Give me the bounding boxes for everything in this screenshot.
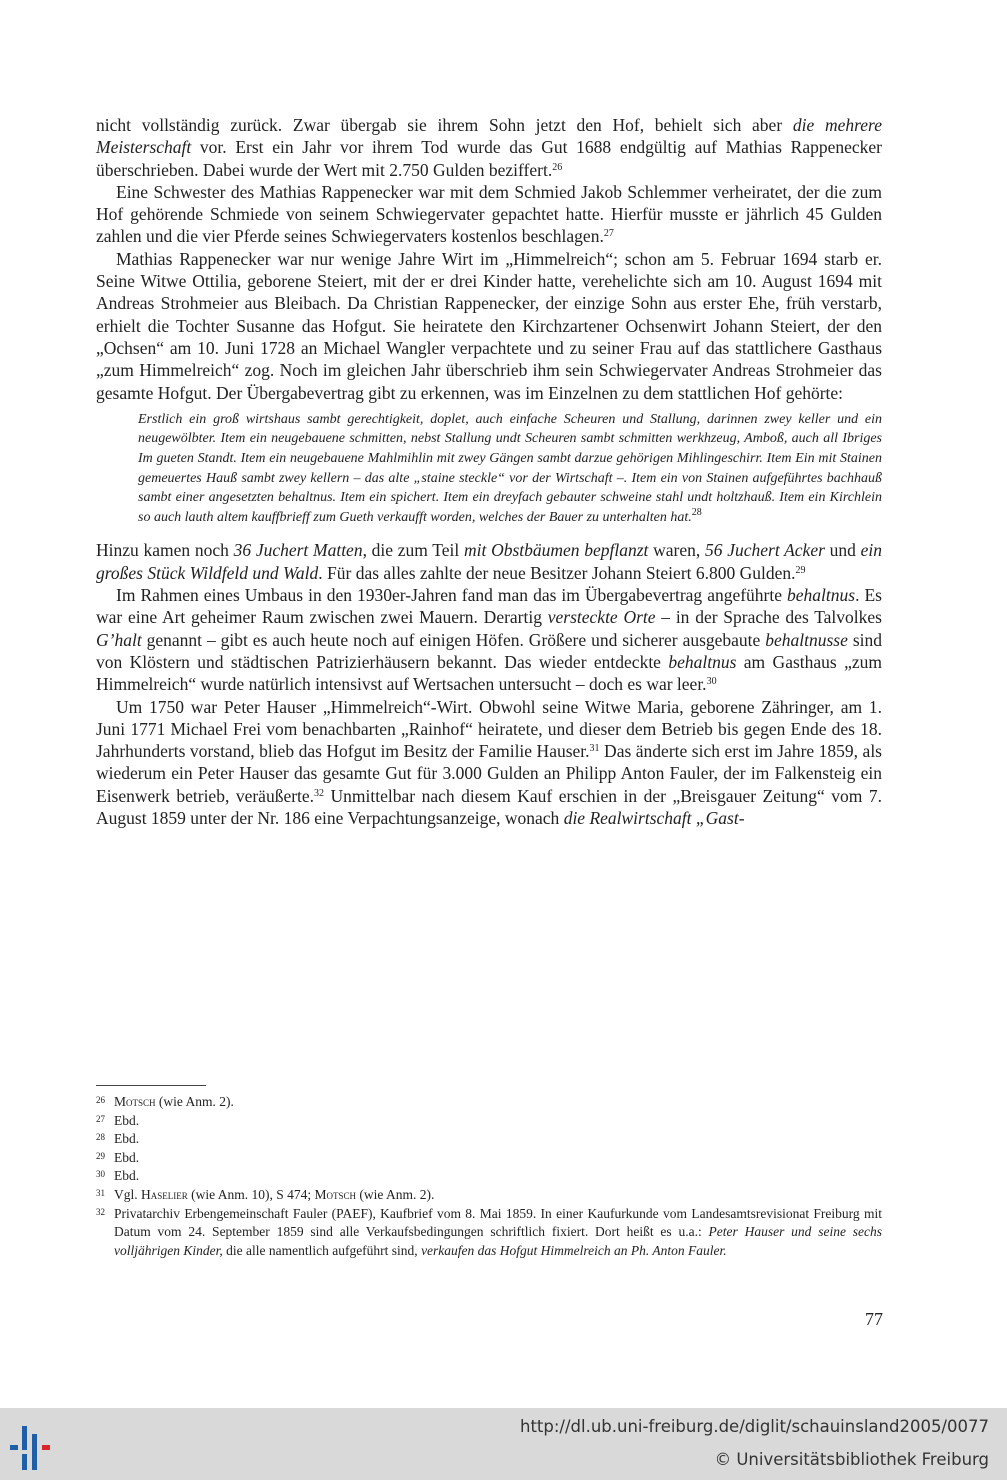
text-run: Das änderte sich erst im Jahre 1859, als wiederum ein Peter Hauser das gesamte Gut für 3.000 Gulden an Philipp Anton Fauler, der im Falkensteig ein Eisenwerk betrieb, veräußerte. xyxy=(96,741,882,806)
italic-run: behaltnus xyxy=(668,651,737,672)
footnote-text xyxy=(114,1093,882,1112)
italic-run: 36 Juchert Matten xyxy=(233,540,363,561)
page-number: 77 xyxy=(865,1309,883,1329)
text-run: und xyxy=(824,540,861,561)
author-name: Motsch xyxy=(314,1186,357,1202)
paragraph-5 xyxy=(96,584,882,695)
footnotes xyxy=(96,1093,882,1260)
text-run: (wie Anm. 2). xyxy=(155,1094,234,1109)
italic-run: behaltnusse xyxy=(765,629,848,650)
footnote-ref[interactable]: 30 xyxy=(706,676,717,688)
italic-run: Peter Hauser und seine sechs volljährigen Kinder, xyxy=(114,1224,882,1258)
footer-bar xyxy=(0,1408,1007,1480)
italic-run: die mehrere Meisterschaft xyxy=(96,115,882,158)
text-run: . Für das alles zahlte der neue Besitzer Johann Steiert 6.800 Gulden. xyxy=(318,562,796,583)
footnote-text: Ebd. xyxy=(114,1149,140,1165)
footnote-26 xyxy=(96,1093,882,1112)
footnote-ref[interactable]: 32 xyxy=(314,787,325,799)
text-run: (wie Anm. 10), S 474; xyxy=(187,1186,315,1202)
footnote-ref[interactable]: 26 xyxy=(552,161,563,173)
paragraph-3 xyxy=(96,248,882,404)
document-url-link[interactable]: http://dl.ub.uni-freiburg.de/diglit/schauinsland2005/0077 xyxy=(519,1417,989,1436)
text-run: waren, xyxy=(648,540,705,561)
italic-run: behaltnus xyxy=(787,585,856,606)
footnote-divider xyxy=(96,1085,206,1086)
italic-run: G’halt xyxy=(96,629,142,650)
block-quote xyxy=(138,410,882,528)
paragraph-6 xyxy=(96,696,882,830)
footnote-31 xyxy=(96,1186,882,1205)
text-run: am Gasthaus „zum Himmelreich“ wurde natürlich intensivst auf Wertsachen untersucht – doch es war leer. xyxy=(96,651,882,695)
text-run: sind von Klöstern und städtischen Patrizierhäusern bekannt. Das wieder entdeckte xyxy=(96,629,882,672)
italic-run: verkaufen das Hofgut Himmelreich an Ph. Anton Fauler. xyxy=(421,1242,727,1258)
paragraph-2 xyxy=(96,181,882,248)
footnote-ref[interactable]: 29 xyxy=(795,564,806,576)
author-name: Motsch xyxy=(114,1094,156,1109)
italic-run: die Realwirtschaft „Gast- xyxy=(563,807,745,828)
footnote-29 xyxy=(96,1149,882,1168)
paragraph-1 xyxy=(96,114,882,181)
footnote-number: 29 xyxy=(96,1150,105,1161)
footnote-ref[interactable]: 31 xyxy=(589,743,600,755)
footnote-27 xyxy=(96,1112,882,1131)
footnote-ref[interactable]: 27 xyxy=(603,228,614,240)
paragraph-4 xyxy=(96,539,882,584)
main-text xyxy=(96,114,882,829)
text-run: . Es war eine Art geheimer Raum zwischen zwei Mauern. Derartig xyxy=(96,585,882,628)
text-run: Privatarchiv Erbengemeinschaft Fauler (PAEF), Kaufbrief vom 8. Mai 1859. In einer Kaufurkunde vom Landesamtsrevisionat Freiburg mit Datum vom 24. September 1859 sind alle Verkaufsbedingungen schriftlich fixiert. Dort heißt es u.a.: xyxy=(114,1205,882,1240)
footnote-number: 30 xyxy=(96,1169,105,1180)
author-name: Haselier xyxy=(141,1186,188,1202)
footnote-number: 26 xyxy=(96,1095,105,1105)
text-run: , die zum Teil xyxy=(362,540,464,561)
text-run: Unmittelbar nach diesem Kauf erschien in der „Breisgauer Zeitung“ vom 7. August 1859 unter der Nr. 186 eine Verpachtungsanzeige, wonach xyxy=(96,785,882,828)
ub-freiburg-logo-icon[interactable] xyxy=(6,1418,66,1472)
footnote-text: Ebd. xyxy=(114,1112,140,1128)
text-run: Hinzu kamen noch xyxy=(96,540,234,561)
italic-run: versteckte Orte xyxy=(547,607,656,628)
copyright-notice: © Universitätsbibliothek Freiburg xyxy=(714,1450,989,1469)
text-run: vor. Erst ein Jahr vor ihrem Tod wurde das Gut 1688 endgültig auf Mathias Rappenecker überschrieben. Dabei wurde der Wert mit 2.750 Gulden beziffert. xyxy=(96,137,882,180)
text-run: Vgl. xyxy=(114,1186,141,1202)
text-run: nicht vollständig zurück. Zwar übergab sie ihrem Sohn jetzt den Hof, behielt sich aber xyxy=(96,115,793,135)
footnote-text xyxy=(114,1186,882,1205)
footnote-32 xyxy=(96,1205,882,1261)
text-run: (wie Anm. 2). xyxy=(356,1186,435,1202)
footnote-text: Ebd. xyxy=(114,1131,140,1147)
footnote-ref[interactable]: 28 xyxy=(691,506,702,518)
footnote-text: Ebd. xyxy=(114,1168,140,1184)
footnote-number: 32 xyxy=(96,1206,105,1217)
text-run: Im Rahmen eines Umbaus in den 1930er-Jahren fand man das im Übergabevertrag angeführte xyxy=(116,585,788,606)
footnote-28 xyxy=(96,1130,882,1149)
footnote-number: 31 xyxy=(96,1187,105,1198)
italic-run: mit Obstbäumen bepflanzt xyxy=(463,540,649,561)
text-run: Mathias Rappenecker war nur wenige Jahre Wirt im „Himmelreich“; schon am 5. Februar 1694 starb er. Seine Witwe Ottilia, geborene Steiert, mit der er drei Kinder hatte, verehelichte sich am 10. August 1694 mit Andreas Strohmeier aus Bleibach. Da Christian Rappenecker, der einzige Sohn aus erster Ehe, früh verstarb, erhielt die Tochter Susanne das Hofgut. Sie heiratete den Kirchzartener Ochsenwirt Johann Steiert, der den „Ochsen“ am 10. Juni 1728 an Michael Wangler verpachtete und zu seiner Frau auf das stattlichere Gasthaus „zum Himmelreich“ zog. Noch im gleichen Jahr überschrieb ihm sein Schwiegervater Andreas Strohmeier das gesamte Hofgut. Der Übergabevertrag gibt zu erkennen, was im Einzelnen zu dem stattlichen Hof gehörte: xyxy=(96,248,882,403)
footnote-text xyxy=(114,1205,882,1261)
quote-text: Erstlich ein groß wirtshaus sambt gerechtigkeit, doplet, auch einfache Scheuren und Stallung, darinnen zwey keller und ein neugewölbter. Item ein neugebauene schmitten, nebst Stallung undt Scheuren sambt schmitten werkhzeug, Amboß, auch all Ibriges Im gueten Standt. Item ein neugebauene Mahlmihlin mit zwey Gängen sambt darzue gehörigen Mihlingeschirr. Item Ein mit Stainen gemeuertes Hauß sambt zwey kellern – das alte „staine steckle“ vor der Wirtschaft –. Item ein von Stainen aufgeführtes bachhauß sambt einer angesetzten behaltnus. Item ein spichert. Item ein dreyfach gebauter schweine stahl undt holtzhauß. Item ein Kirchlein so auch lauth altem kauffbrieff zum Gueth verkaufft worden, welches der Bauer zu unterhalten hat. xyxy=(138,411,882,525)
footnote-30 xyxy=(96,1167,882,1186)
footnote-number: 28 xyxy=(96,1132,105,1143)
text-run: genannt – gibt es auch heute noch auf einigen Höfen. Größere und sicherer ausgebaute xyxy=(141,629,766,650)
text-run: Eine Schwester des Mathias Rappenecker war mit dem Schmied Jakob Schlemmer verheiratet, der die zum Hof gehörende Schmiede von seinem Schwiegervater gepachtet hatte. Hierfür musste er jährlich 45 Gulden zahlen und die vier Pferde seines Schwiegervaters kostenlos beschlagen. xyxy=(96,181,882,247)
text-run: die alle namentlich aufgeführt sind, xyxy=(222,1242,422,1258)
text-run: – in der Sprache des Talvolkes xyxy=(655,607,882,628)
footnote-number: 27 xyxy=(96,1113,105,1124)
italic-run: ein großes Stück Wildfeld und Wald xyxy=(96,540,882,583)
italic-run: 56 Juchert Acker xyxy=(705,540,825,561)
text-run: Um 1750 war Peter Hauser „Himmelreich“-Wirt. Obwohl seine Witwe Maria, geborene Zähringer, am 1. Juni 1771 Michael Frei vom benachbarten „Rainhof“ heiratete, und dieser dem Betrieb bis gegen Ende des 18. Jahrhunderts vorstand, blieb das Hofgut im Besitz der Familie Hauser. xyxy=(96,696,882,762)
